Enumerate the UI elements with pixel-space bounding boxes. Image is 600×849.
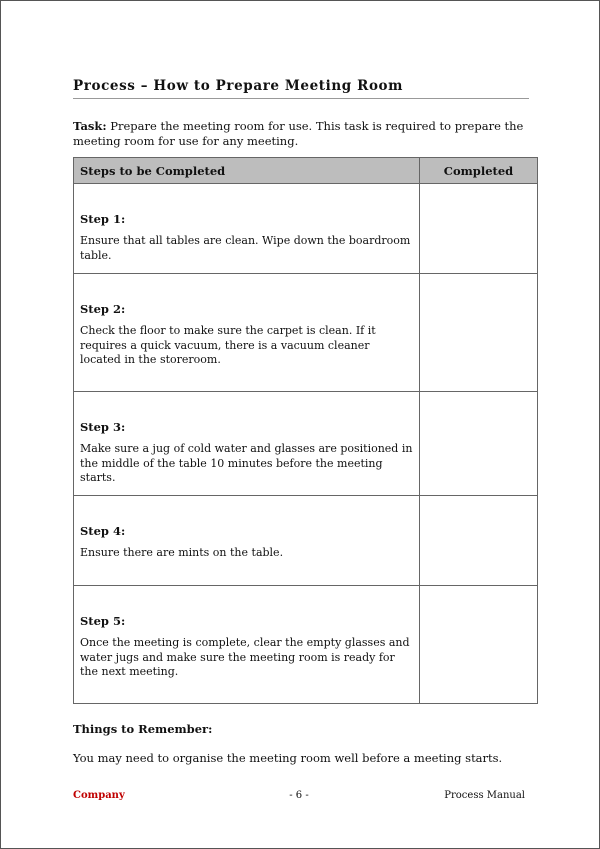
footer-manual-title: Process Manual [444,790,525,801]
step-cell [74,392,420,496]
step-description: Ensure that all tables are clean. Wipe down the boardroom table. [80,234,411,262]
table-row [74,274,538,392]
steps-table [73,157,538,704]
task-label: Task: [73,119,107,133]
step-label: Step 2: [80,302,126,316]
remember-text: You may need to organise the meeting room well before a meeting starts. [73,751,503,765]
step-description: Check the floor to make sure the carpet is clean. If it requires a quick vacuum, there is a vacuum cleaner located in the storeroom. [80,324,376,366]
page-title: Process – How to Prepare Meeting Room [73,78,529,99]
table-row [74,184,538,274]
remember-heading: Things to Remember: [73,722,213,736]
step-description: Once the meeting is complete, clear the empty glasses and water jugs and make sure the meeting room is ready for the next meeting. [80,636,410,678]
step-cell [74,586,420,704]
completed-cell[interactable] [420,392,538,496]
footer-page-number: - 6 - [289,790,309,801]
step-description: Make sure a jug of cold water and glasses are positioned in the middle of the table 10 minutes before the meeting starts. [80,442,413,484]
table-row [74,496,538,586]
header-completed: Completed [420,158,538,184]
completed-cell[interactable] [420,184,538,274]
completed-cell[interactable] [420,496,538,586]
step-label: Step 1: [80,212,126,226]
step-label: Step 4: [80,524,126,538]
completed-cell[interactable] [420,274,538,392]
task-text: Prepare the meeting room for use. This task is required to prepare the meeting room for use for any meeting. [73,119,524,148]
step-label: Step 5: [80,614,126,628]
table-header-row [74,158,538,184]
page-footer [73,790,525,804]
step-cell [74,274,420,392]
completed-cell[interactable] [420,586,538,704]
footer-company: Company [73,790,125,801]
step-cell [74,496,420,586]
step-label: Step 3: [80,420,126,434]
table-row [74,392,538,496]
task-description [73,119,533,148]
table-row [74,586,538,704]
header-steps: Steps to be Completed [74,158,420,184]
step-cell [74,184,420,274]
step-description: Ensure there are mints on the table. [80,546,284,559]
